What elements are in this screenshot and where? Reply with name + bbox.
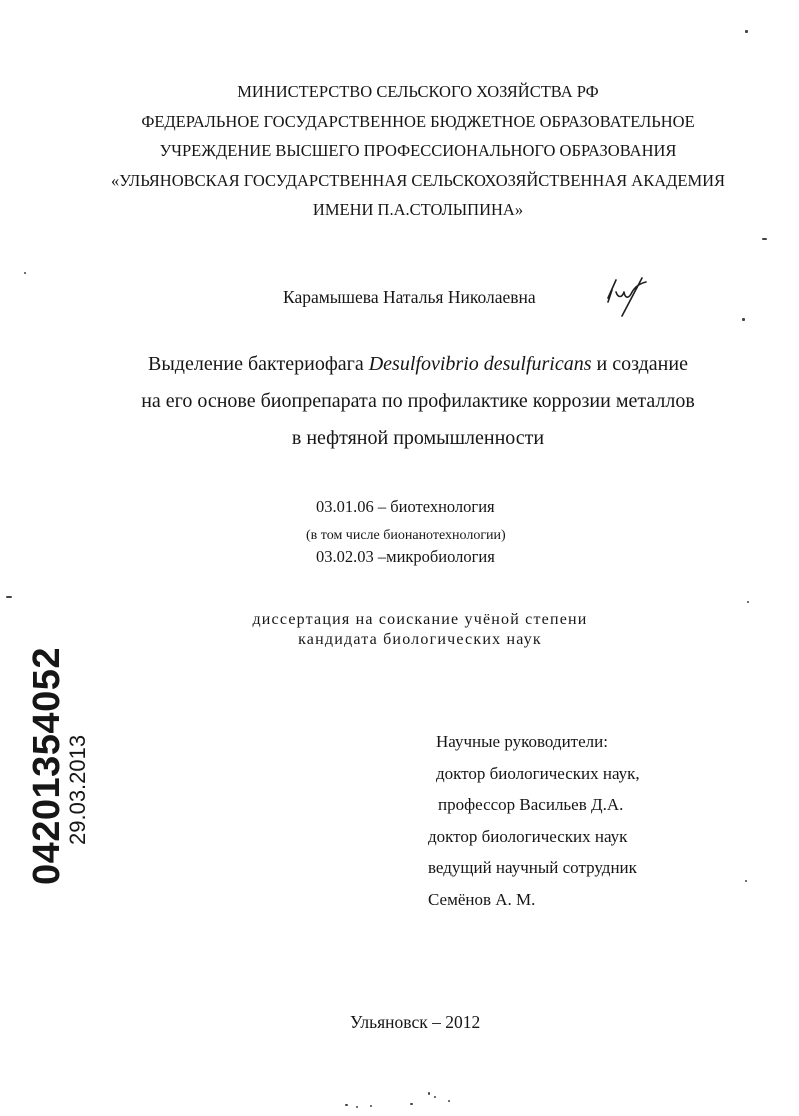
organization-header [60,77,776,225]
org-line-2: ФЕДЕРАЛЬНОЕ ГОСУДАРСТВЕННОЕ БЮДЖЕТНОЕ ОБРАЗОВАТЕЛЬНОЕ [141,111,695,131]
scan-speck [410,1103,413,1105]
advisor-2-name: Семёнов А. М. [428,889,536,909]
library-stamp-code: 04201354052 [26,647,68,885]
degree-line-1: диссертация на соискание учёной степени [252,611,588,628]
scan-speck [747,601,749,603]
org-line-1: МИНИСТЕРСТВО СЕЛЬСКОГО ХОЗЯЙСТВА РФ [237,82,599,101]
org-line-3: УЧРЕЖДЕНИЕ ВЫСШЕГО ПРОФЕССИОНАЛЬНОГО ОБРАЗОВАНИЯ [159,141,677,160]
title-part-1: Выделение бактериофага [148,353,369,375]
scan-speck [434,1096,436,1098]
specialty-1-note: (в том числе бионанотехнологии) [306,528,506,543]
specialty-1: 03.01.06 – биотехнология [316,497,495,516]
advisor-2-position: ведущий научный сотрудник [428,858,637,877]
advisor-1-name: профессор Васильев Д.А. [438,795,624,814]
specialty-2: 03.02.03 –микробиология [316,547,495,566]
scan-speck [448,1100,450,1102]
degree-line-2: кандидата биологических наук [298,631,542,648]
scan-speck [745,30,748,33]
dissertation-title [60,346,776,457]
scan-speck [6,596,12,598]
scan-speck [745,880,747,882]
scientific-advisors [428,726,640,915]
org-line-5: ИМЕНИ П.А.СТОЛЫПИНА» [312,200,524,219]
title-line-1 [60,346,776,383]
dissertation-degree [222,610,618,650]
place-and-year: Ульяновск – 2012 [350,1012,481,1032]
scan-speck [428,1092,430,1095]
advisor-1-degree: доктор биологических наук, [436,763,640,783]
scan-speck [356,1106,358,1108]
advisors-heading: Научные руководители: [436,732,608,751]
title-line-2: на его основе биопрепарата по профилактике коррозии металлов [141,390,695,412]
advisor-2-degree: доктор биологических наук [428,826,628,846]
species-name: Desulfovibrio desulfuricans [368,353,592,375]
library-stamp-date: 29.03.2013 [65,734,90,845]
scan-speck [370,1105,372,1107]
library-stamp [26,647,90,885]
title-line-3: в нефтяной промышленности [291,427,545,449]
scan-speck [345,1104,348,1106]
title-part-2: и создание [591,353,688,375]
handwritten-signature [598,268,658,320]
org-line-4: «УЛЬЯНОВСКАЯ ГОСУДАРСТВЕННАЯ СЕЛЬСКОХОЗЯЙСТВЕННАЯ АКАДЕМИЯ [110,170,726,190]
scan-speck [24,272,26,274]
scan-speck [742,318,745,321]
scan-speck [762,238,767,240]
author-name: Карамышева Наталья Николаевна [283,287,536,307]
